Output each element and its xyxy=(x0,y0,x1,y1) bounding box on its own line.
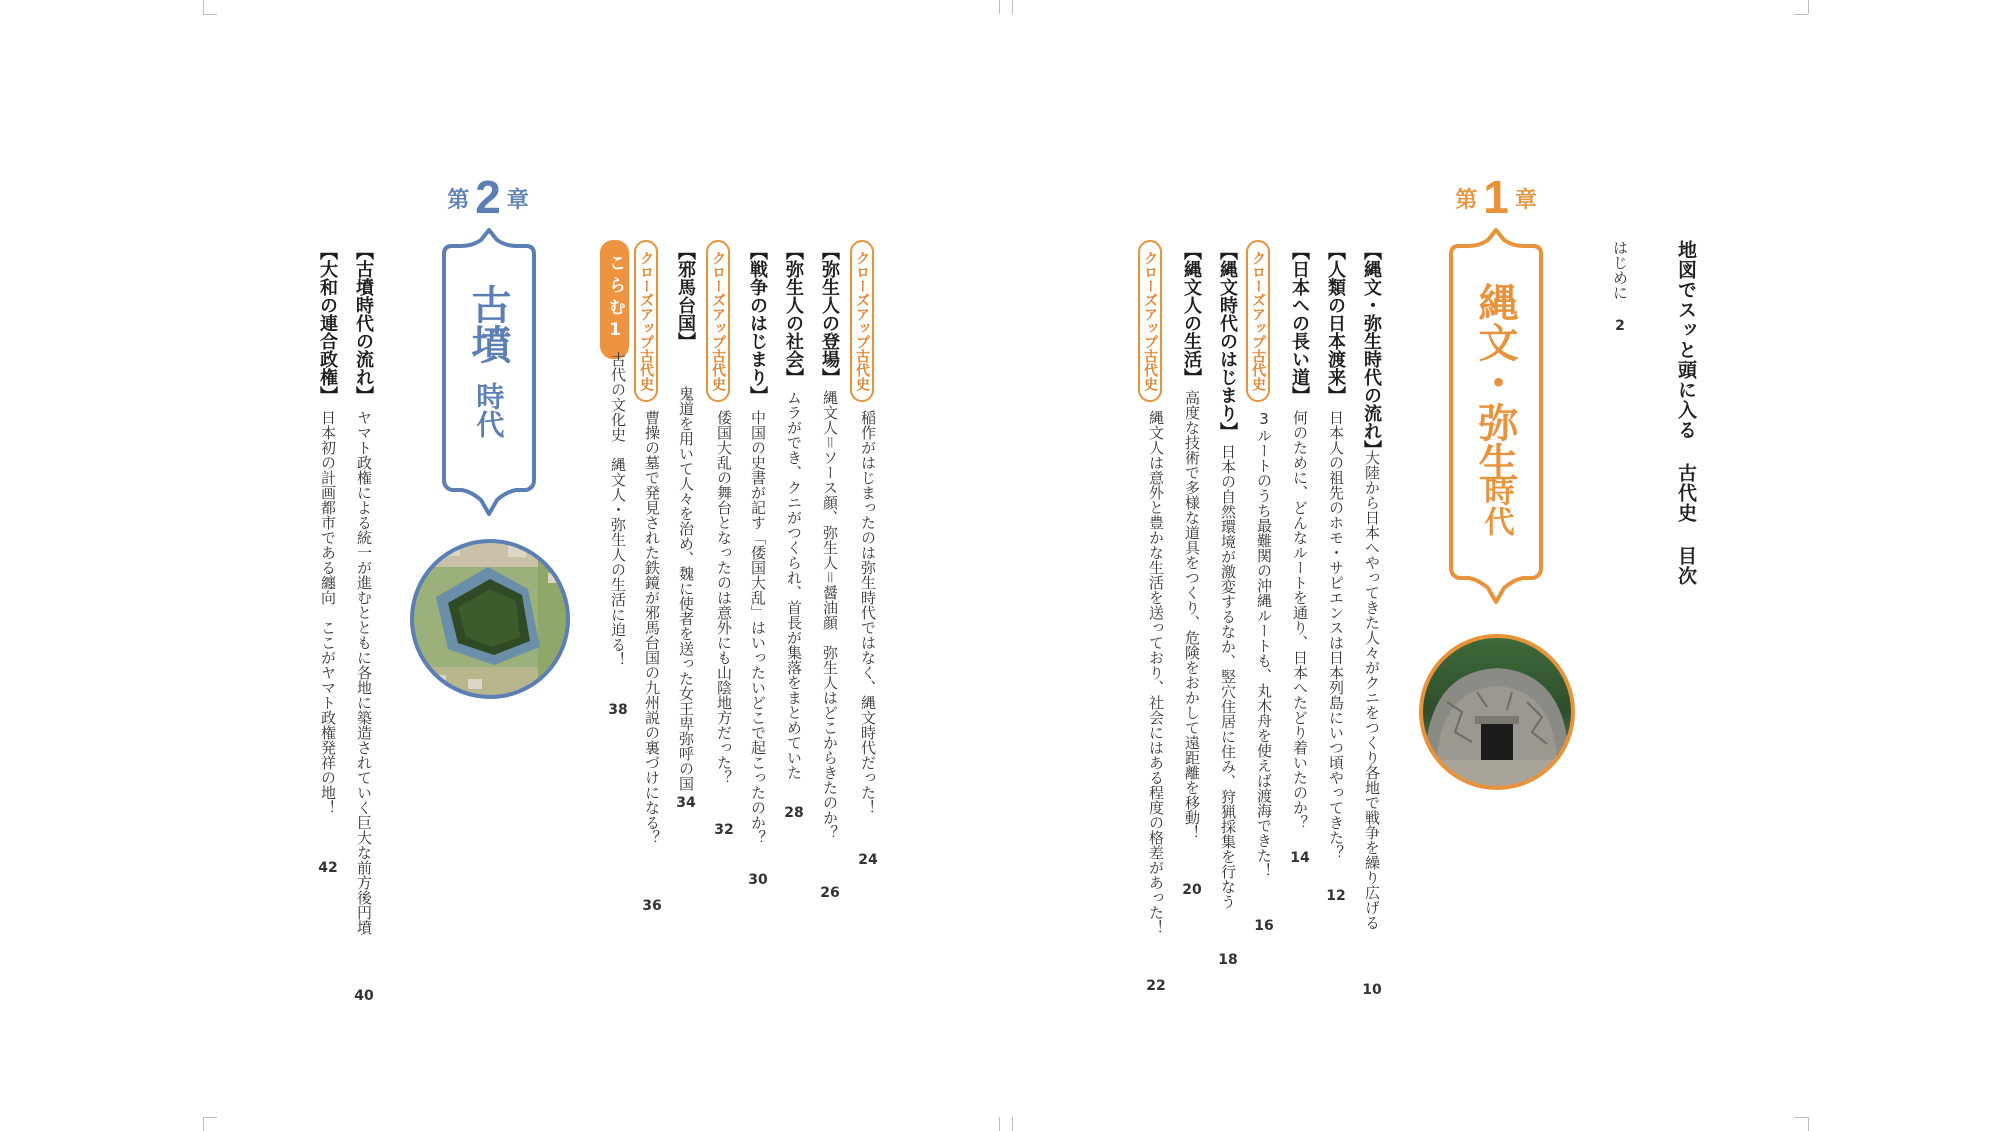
crop-mark-top-left-h xyxy=(203,14,217,15)
closeup-badge: クローズアップ古代史 xyxy=(1138,240,1162,402)
crop-mark-top-center xyxy=(999,0,1000,14)
crop-mark-top-left xyxy=(203,0,204,14)
entry-page: 24 xyxy=(858,852,878,868)
crop-mark-bottom-center-2 xyxy=(1012,1117,1013,1131)
column-badge: こらむ1 xyxy=(600,240,629,359)
chapter2-heading-post: 章 xyxy=(506,188,529,213)
entry-desc: 日本人の祖先のホモ・サピエンスは日本列島にいつ頃やってきた？ xyxy=(1327,410,1345,860)
entry-page: 20 xyxy=(1182,882,1202,898)
closeup-badge: クローズアップ古代史 xyxy=(1246,240,1270,402)
entry-page: 16 xyxy=(1254,918,1274,934)
intro-label: はじめに xyxy=(1611,240,1629,300)
entry-desc: ヤマト政権による統一が進むとともに各地に築造されていく巨大な前方後円墳 xyxy=(355,410,373,935)
entry-title: 【大和の連合政権】 xyxy=(317,242,338,404)
crop-mark-top-right xyxy=(1808,0,1809,14)
chapter2-cartouche xyxy=(434,228,544,518)
entry-desc: 日本初の計画都市である纏向 ここがヤマト政権発祥の地！ xyxy=(319,410,337,815)
entry-title: 【縄文人の生活】 xyxy=(1181,242,1202,386)
chapter2-heading-num: 2 xyxy=(475,171,501,223)
entry-page: 12 xyxy=(1326,888,1346,904)
chapter2-label-sub: 時代 xyxy=(472,382,506,438)
crop-mark-bottom-right-h xyxy=(1794,1117,1808,1118)
entry-page: 28 xyxy=(784,805,804,821)
entry-desc: 倭国大乱の舞台となったのは意外にも山陰地方だった？ xyxy=(715,410,733,785)
chapter2-label-main: 古墳 xyxy=(465,284,511,364)
chapter1-heading-pre: 第 xyxy=(1455,188,1478,213)
closeup-badge: クローズアップ古代史 xyxy=(706,240,730,402)
chapter1-heading-post: 章 xyxy=(1514,188,1537,213)
entry-desc: 日本の自然環境が激変するなか、竪穴住居に住み、狩猟採集を行なう xyxy=(1219,444,1237,909)
chapter1-heading-num: 1 xyxy=(1483,171,1509,223)
chapter2-photo-kofun-aerial xyxy=(408,537,572,701)
entry-title: 【弥生人の社会】 xyxy=(783,242,804,386)
entry-desc: 3ルートのうち最難関の沖縄ルートも、丸木舟を使えば渡海できた！ xyxy=(1255,410,1273,878)
crop-mark-bottom-right xyxy=(1808,1117,1809,1131)
entry-page: 22 xyxy=(1146,978,1166,994)
closeup-badge: クローズアップ古代史 xyxy=(850,240,874,402)
intro-page: 2 xyxy=(1615,318,1625,334)
entry-title: 【弥生人の登場】 xyxy=(819,242,840,386)
entry-title: 【戦争のはじまり】 xyxy=(747,242,768,404)
entry-desc: 大陸から日本へやってきた人々がクニをつくり各地で戦争を繰り広げる xyxy=(1363,450,1381,930)
entry-title: 【人類の日本渡来】 xyxy=(1325,242,1346,404)
crop-mark-top-right-h xyxy=(1794,14,1808,15)
entry-desc: 縄文人＝ソース顔、弥生人＝醤油顔 弥生人はどこからきたのか？ xyxy=(821,390,839,840)
entry-title: 【日本への長い道】 xyxy=(1289,242,1310,404)
chapter2-heading-pre: 第 xyxy=(447,188,470,213)
entry-page: 42 xyxy=(318,860,338,876)
crop-mark-bottom-center xyxy=(999,1117,1000,1131)
entry-desc: 曹操の墓で発見された鉄鏡が邪馬台国の九州説の裏づけになる？ xyxy=(643,410,661,845)
chapter1-label-sub: 時代 xyxy=(1478,476,1514,536)
entry-desc: 古代の文化史 縄文人・弥生人の生活に迫る！ xyxy=(609,352,627,667)
entry-page: 26 xyxy=(820,885,840,901)
entry-title: 【邪馬台国】 xyxy=(675,242,696,350)
entry-page: 36 xyxy=(642,898,662,914)
entry-desc: 鬼道を用いて人々を治め、魏に使者を送った女王卑弥呼の国 xyxy=(677,386,695,791)
closeup-badge: クローズアップ古代史 xyxy=(634,240,658,402)
entry-desc: 何のために、どんなルートを通り、日本へたどり着いたのか？ xyxy=(1291,410,1309,830)
entry-title: 【縄文・弥生時代の流れ】 xyxy=(1361,242,1382,458)
entry-page: 10 xyxy=(1362,982,1382,998)
crop-mark-bottom-left xyxy=(203,1117,204,1131)
crop-mark-top-center-2 xyxy=(1012,0,1013,14)
entry-page: 32 xyxy=(714,822,734,838)
entry-page: 40 xyxy=(354,988,374,1004)
entry-page: 34 xyxy=(676,795,696,811)
entry-desc: ムラができ、クニがつくられ、首長が集落をまとめていた xyxy=(785,390,803,780)
entry-desc: 高度な技術で多様な道具をつくり、危険をおかして遠距離を移動！ xyxy=(1183,390,1201,840)
entry-desc: 縄文人は意外と豊かな生活を送っており、社会にはある程度の格差があった！ xyxy=(1147,410,1165,935)
entry-page: 18 xyxy=(1218,952,1238,968)
entry-page: 30 xyxy=(748,872,768,888)
chapter1-label-main: 縄文・弥生 xyxy=(1472,282,1518,482)
crop-mark-bottom-left-h xyxy=(203,1117,217,1118)
chapter2-heading xyxy=(447,170,529,224)
entry-page: 38 xyxy=(608,702,628,718)
entry-desc: 中国の史書が記す「倭国大乱」はいったいどこで起こったのか？ xyxy=(749,410,767,845)
book-title: 地図でスッと頭に入る 古代史 目次 xyxy=(1675,240,1697,586)
entry-title: 【古墳時代の流れ】 xyxy=(353,242,374,404)
entry-title: 【縄文時代のはじまり】 xyxy=(1217,242,1238,440)
entry-desc: 稲作がはじまったのは弥生時代ではなく、縄文時代だった！ xyxy=(859,410,877,815)
chapter1-photo-tomb-entrance xyxy=(1417,632,1577,792)
chapter1-heading xyxy=(1455,170,1537,224)
entry-page: 14 xyxy=(1290,850,1310,866)
